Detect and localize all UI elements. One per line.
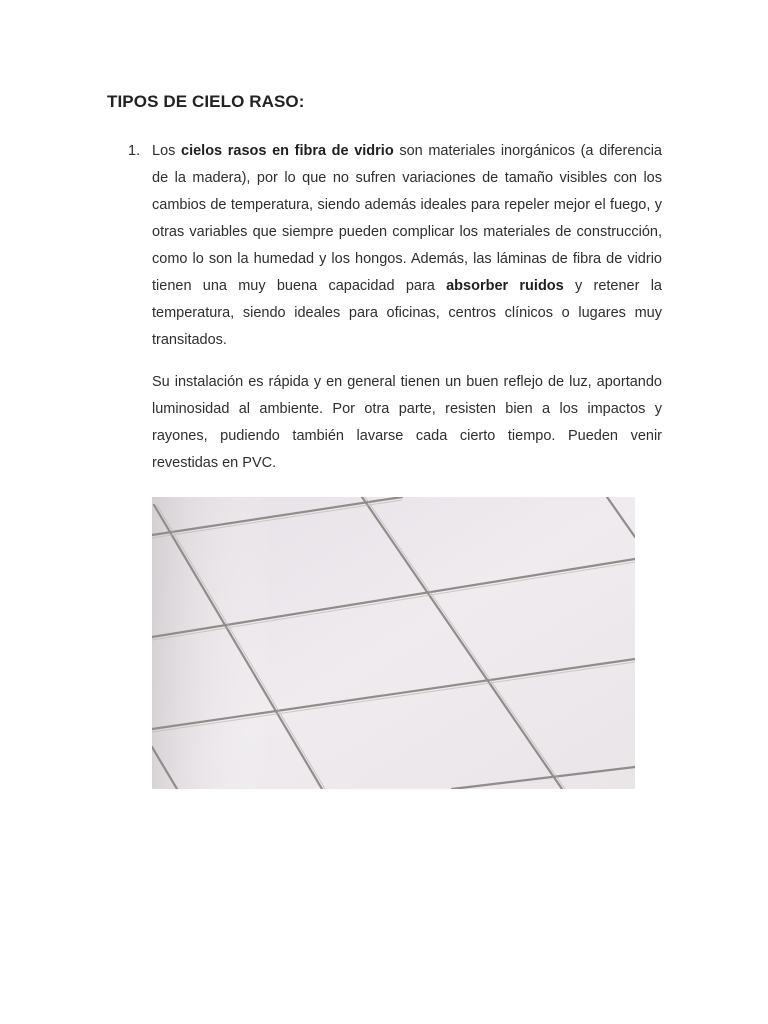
section-heading: TIPOS DE CIELO RASO: bbox=[107, 92, 305, 111]
bold-term-noise: absorber ruidos bbox=[446, 278, 564, 294]
ceiling-photo bbox=[152, 497, 635, 789]
text-run: Los bbox=[152, 143, 182, 159]
list-number: 1. bbox=[128, 143, 141, 159]
list-item-paragraph bbox=[152, 138, 662, 354]
text-run: son materiales inorgánicos (a diferencia de la madera), por lo que no sufren variaciones de tamaño visibles con los cambios de temperatura, siendo además ideales para repeler mejor el fuego, y otras variables que siempre pueden complicar los materiales de construcción, como lo son la humedad y los hongos. Además, las láminas de fibra de vidrio tienen una muy buena capacidad para bbox=[152, 143, 662, 294]
bold-term-fiberglass: cielos rasos en fibra de vidrio bbox=[181, 143, 394, 159]
installation-paragraph: Su instalación es rápida y en general tienen un buen reflejo de luz, aportando luminosidad al ambiente. Por otra parte, resisten bien a los impactos y rayones, pudiendo también lavarse cada cierto tiempo. Pueden venir revestidas en PVC. bbox=[152, 374, 662, 471]
text-run: y retener la temperatura, siendo ideales para oficinas, centros clínicos o lugares muy transitados. bbox=[152, 278, 662, 348]
numbered-list bbox=[128, 138, 662, 354]
